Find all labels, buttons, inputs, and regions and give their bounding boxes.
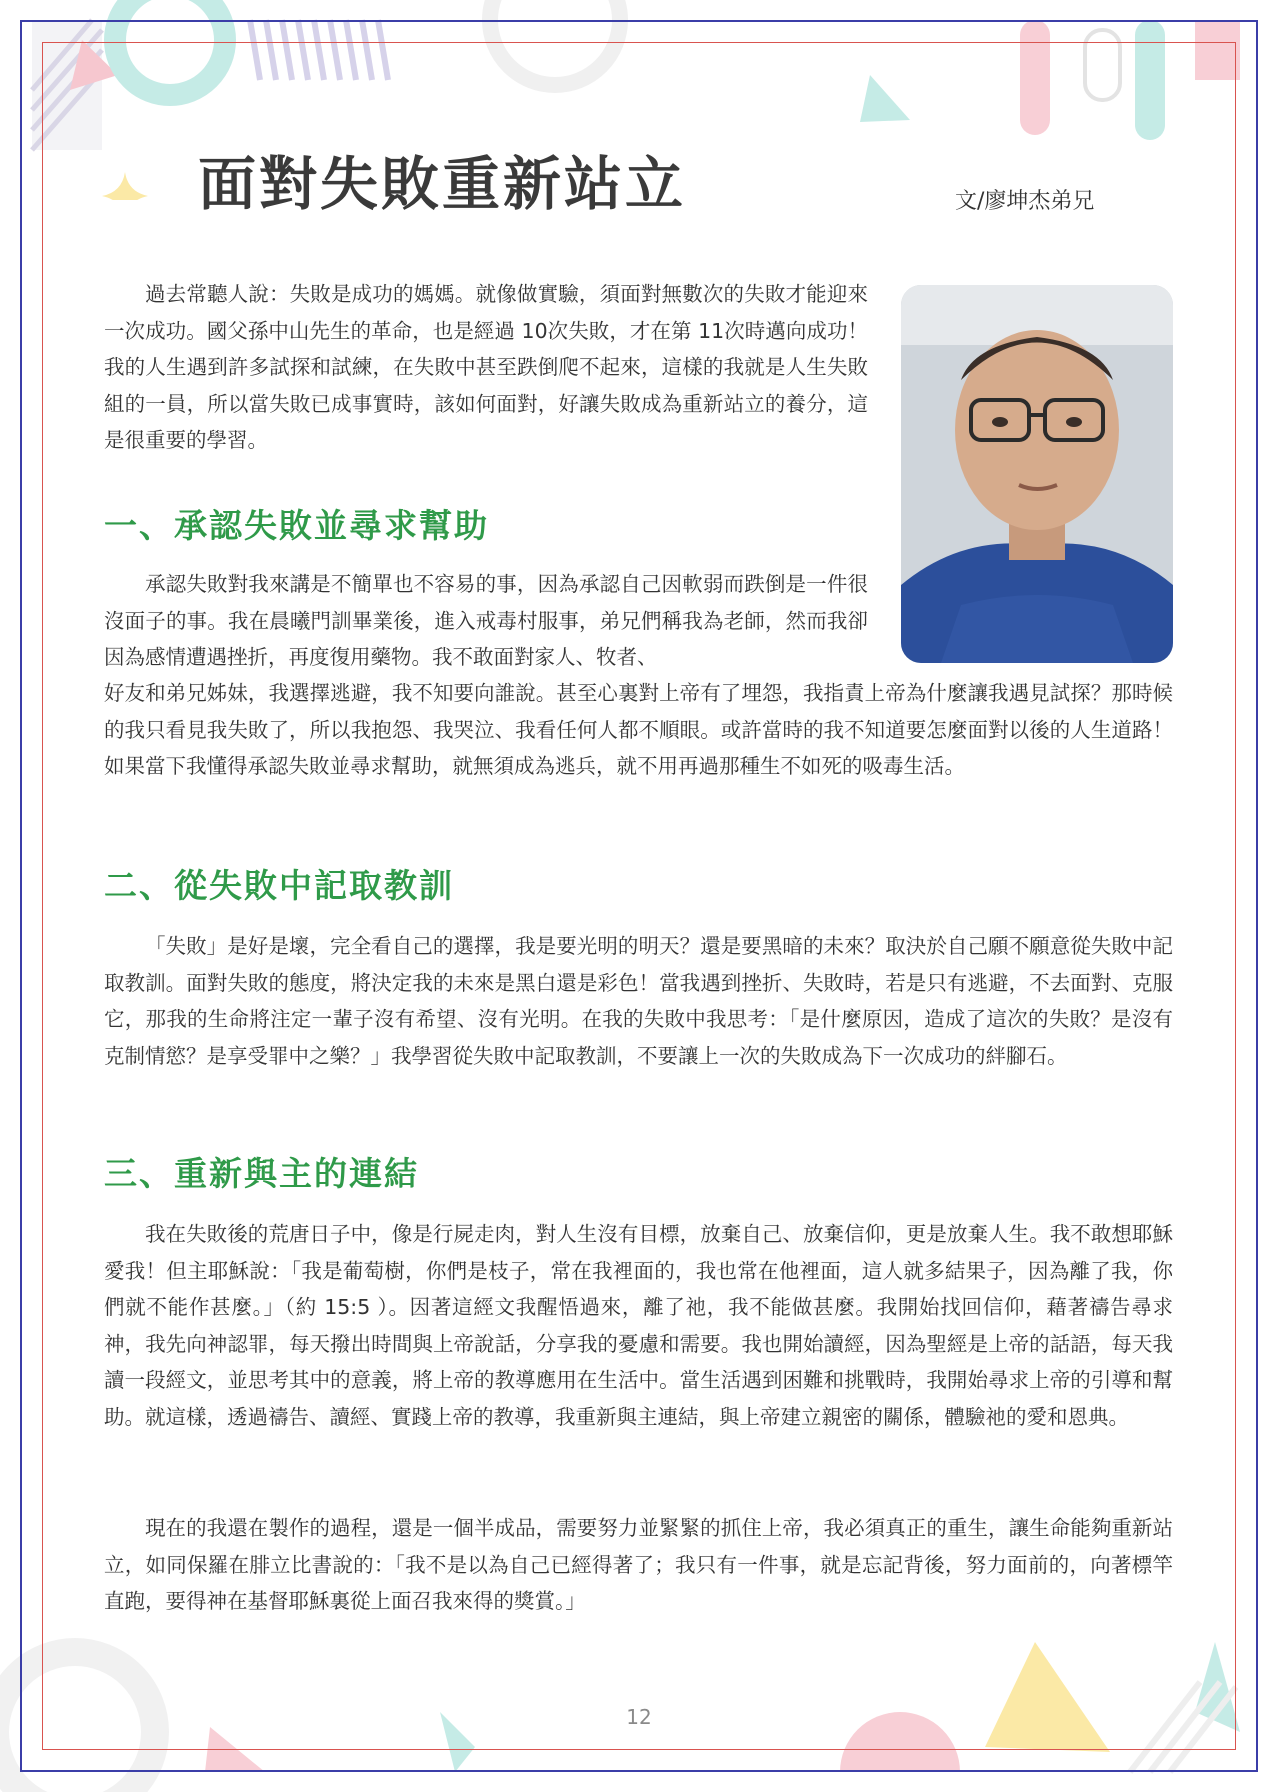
section-2-paragraph: 「失敗」是好是壞，完全看自己的選擇，我是要光明的明天？還是要黑暗的未來？取決於自己願不願意從失敗中記取教訓。面對失敗的態度，將決定我的未來是黑白還是彩色！當我遇到挫折、失敗時，若是只有逃避，不去面對、克服它，那我的生命將注定一輩子沒有希望、沒有光明。在我的失敗中我思考：「是什麼原因，造成了這次的失敗？是沒有克制情慾？是享受罪中之樂？」我學習從失敗中記取教訓，不要讓上一次的失敗成為下一次成功的絆腳石。 (104, 934, 1173, 1068)
section-1-paragraph-continued: 好友和弟兄姊妹，我選擇逃避，我不知要向誰說。甚至心裏對上帝有了埋怨，我指責上帝為什麼讓我遇見試探？那時候的我只看見我失敗了，所以我抱怨、我哭泣、我看任何人都不順眼。或許當時的我不知道要怎麼面對以後的人生道路！如果當下我懂得承認失敗並尋求幫助，就無須成為逃兵，就不用再過那種生不如死的吸毒生活。 (104, 681, 1173, 778)
page-number: 12 (626, 1705, 652, 1729)
section-1-heading: 一、承認失敗並尋求幫助 (104, 506, 489, 545)
section-2-heading: 二、從失敗中記取教訓 (104, 866, 454, 905)
section-1-paragraph-wrapped: 承認失敗對我來講是不簡單也不容易的事，因為承認自己因軟弱而跌倒是一件很沒面子的事。我在晨曦門訓畢業後，進入戒毒村服事，弟兄們稱我為老師，然而我卻因為感情遭遇挫折，再度復用藥物。我不敢面對家人、牧者、 (104, 572, 868, 669)
author-photo (901, 285, 1173, 663)
closing-paragraph: 現在的我還在製作的過程，還是一個半成品，需要努力並緊緊的抓住上帝，我必須真正的重生，讓生命能夠重新站立，如同保羅在腓立比書說的：「我不是以為自己已經得著了；我只有一件事，就是忘記背後，努力面前的，向著標竿直跑，要得神在基督耶穌裏從上面召我來得的獎賞。」 (104, 1516, 1173, 1613)
intro-paragraph: 過去常聽人說：失敗是成功的媽媽。就像做實驗，須面對無數次的失敗才能迎來一次成功。國父孫中山先生的革命，也是經過 10次失敗，才在第 11次時邁向成功！我的人生遇到許多試探和試練，在失敗中甚至跌倒爬不起來，這樣的我就是人生失敗組的一員，所以當失敗已成事實時，該如何面對，好讓失敗成為重新站立的養分，這是很重要的學習。 (104, 282, 868, 452)
article-author: 文/廖坤杰弟兄 (955, 189, 1095, 214)
section-3-paragraph: 我在失敗後的荒唐日子中，像是行屍走肉，對人生沒有目標，放棄自己、放棄信仰，更是放棄人生。我不敢想耶穌愛我！但主耶穌說：「我是葡萄樹，你們是枝子，常在我裡面的，我也常在他裡面，這人就多結果子，因為離了我，你們就不能作甚麼。」（約 15:5 ）。因著這經文我醒悟過來，離了祂，我不能做甚麼。我開始找回信仰，藉著禱告尋求神，我先向神認罪，每天撥出時間與上帝說話，分享我的憂慮和需要。我也開始讀經，因為聖經是上帝的話語，每天我讀一段經文，並思考其中的意義，將上帝的教導應用在生活中。當生活遇到困難和挑戰時，我開始尋求上帝的引導和幫助。就這樣，透過禱告、讀經、實踐上帝的教導，我重新與主連結，與上帝建立親密的關係，體驗祂的愛和恩典。 (104, 1222, 1173, 1429)
section-3-heading: 三、重新與主的連結 (104, 1154, 419, 1193)
article-title: 面對失敗重新站立 (198, 150, 687, 218)
